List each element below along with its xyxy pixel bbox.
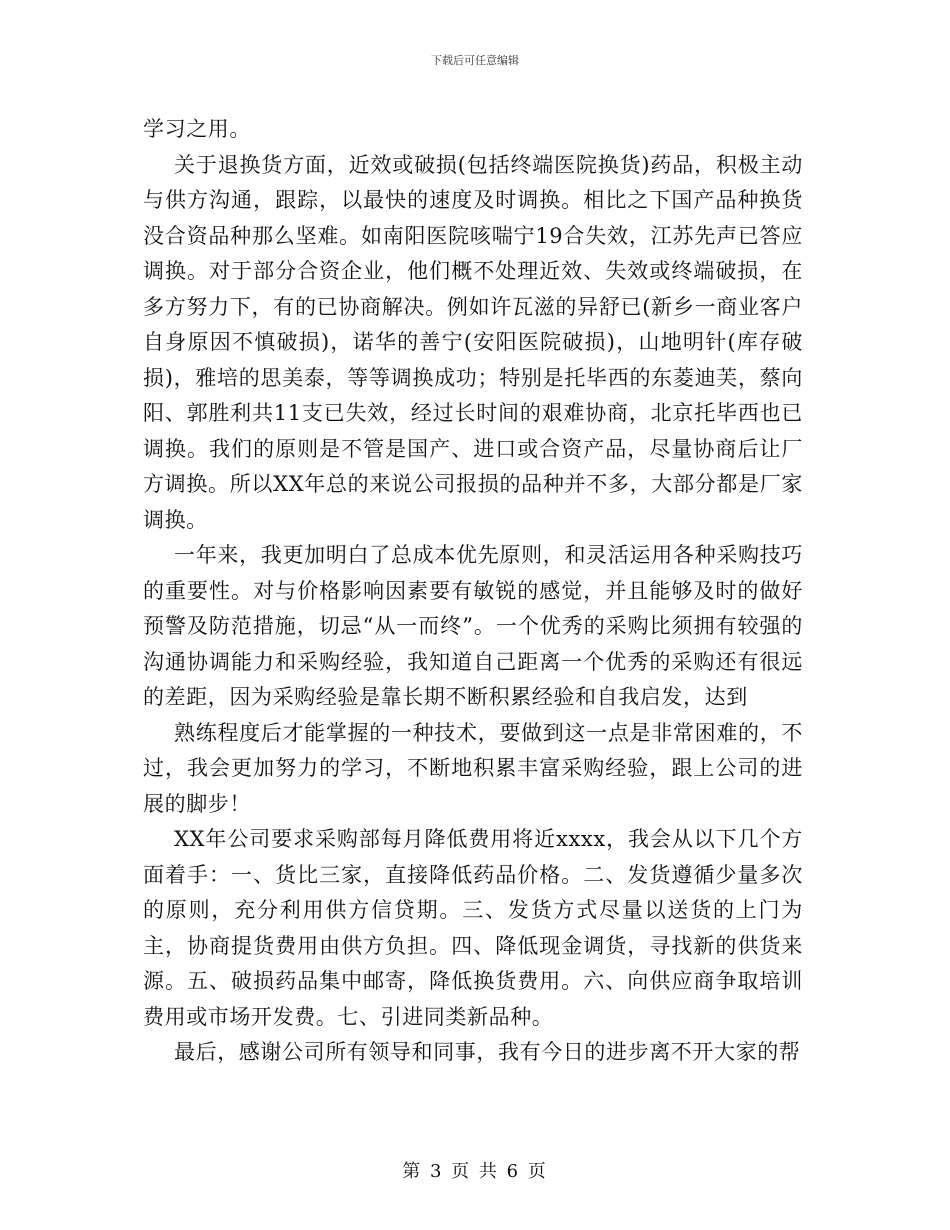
page-header: 下载后可任意编辑 — [431, 54, 519, 67]
paragraph-1: 学习之用。 — [143, 117, 251, 141]
paragraph-5: XX年公司要求采购部每月降低费用将近xxxx，我会从以下几个方面着手：一、货比三家，直接降低药品价格。二、发货遵循少量多次的原则，充分利用供方信贷期。三、发货方式尽量以送货的上门为主，协商提货费用由供方负担。四、降低现金调货，寻找新的供货来源。五、破损药品集中邮寄，降低换货费用。六、向供应商争取培训费用或市场开发费。七、引进同类新品种。 — [143, 827, 803, 1029]
paragraph-2: 关于退换货方面，近效或破损(包括终端医院换货)药品，积极主动与供方沟通，跟踪，以最快的速度及时调换。相比之下国产品种换货没合资品种那么坚难。如南阳医院咳喘宁19合失效，江苏先声已答应调换。对于部分合资企业，他们概不处理近效、失效或终端破损，在多方努力下，有的已协商解决。例如许瓦滋的异舒已(新乡一商业客户自身原因不慎破损)，诺华的善宁(安阳医院破损)，山地明针(库存破损)，雅培的思美泰，等等调换成功；特别是托毕西的东菱迪芙，蔡向阳、郭胜利共11支已失效，经过长时间的艰难协商，北京托毕西也已调换。我们的原则是不管是国产、进口或合资产品，尽量协商后让厂方调换。所以XX年总的来说公司报损的品种并不多，大部分都是厂家调换。 — [143, 152, 803, 532]
paragraph-4: 熟练程度后才能掌握的一种技术，要做到这一点是非常困难的，不过，我会更加努力的学习，不断地积累丰富采购经验，跟上公司的进展的脚步！ — [143, 720, 803, 816]
paragraph-6: 最后，感谢公司所有领导和同事，我有今日的进步离不开大家的帮 — [174, 1040, 801, 1064]
page-footer: 第 3 页 共 6 页 — [402, 1161, 548, 1182]
paragraph-3: 一年来，我更加明白了总成本优先原则，和灵活运用各种采购技巧的重要性。对与价格影响因素要有敏锐的感觉，并且能够及时的做好预警及防范措施，切忌“从一而终”。一个优秀的采购比须拥有较强的沟通协调能力和采购经验，我知道自己距离一个优秀的采购还有很远的差距，因为采购经验是靠长期不断积累经验和自我启发，达到 — [143, 543, 803, 709]
document-body — [143, 112, 803, 1071]
